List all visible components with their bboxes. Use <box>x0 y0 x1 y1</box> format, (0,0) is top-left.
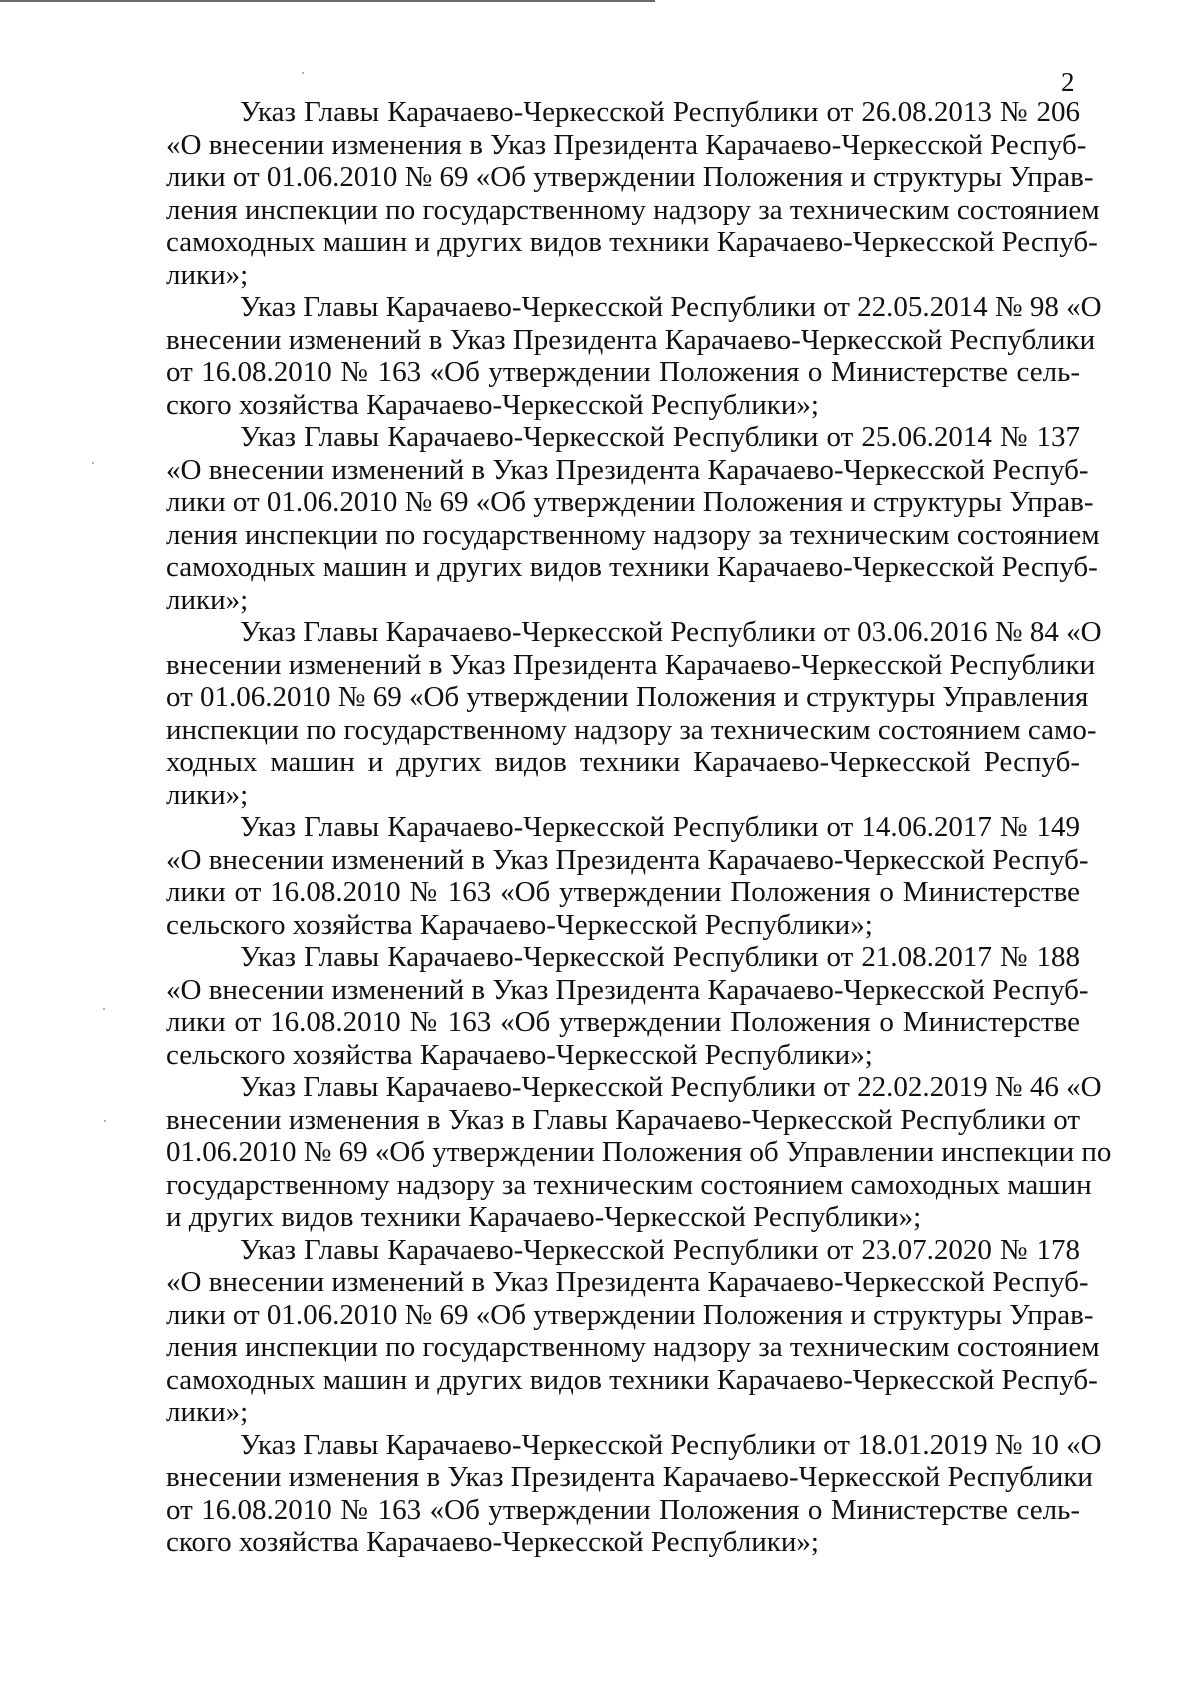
decree-entry-line: сельского хозяйства Карачаево-Черкесской Республики»; <box>166 1038 873 1071</box>
scan-top-edge-line <box>0 0 655 2</box>
decree-entry-line: Указ Главы Карачаево-Черкесской Республики от 03.06.2016 № 84 «О <box>240 616 1102 648</box>
decree-entry <box>166 1071 1112 1234</box>
decree-entry-line: государственному надзору за техническим состоянием самоходных машин <box>166 1168 1092 1201</box>
decree-entry-line: ского хозяйства Карачаево-Черкесской Республики»; <box>166 388 819 421</box>
decree-entry-line: самоходных машин и других видов техники Карачаево-Черкесской Респуб- <box>166 551 1098 583</box>
decree-entry-line: от 16.08.2010 № 163 «Об утверждении Положения о Министерстве сель- <box>166 1493 1080 1526</box>
decree-entry <box>166 421 1100 616</box>
decree-entry <box>166 96 1100 291</box>
decree-entry <box>166 941 1089 1071</box>
decree-entry-line: Указ Главы Карачаево-Черкесской Республики от 26.08.2013 № 206 <box>240 96 1080 128</box>
decree-entry-line: ления инспекции по государственному надзору за техническим состоянием <box>166 1331 1100 1363</box>
decree-entry-line: Указ Главы Карачаево-Черкесской Республики от 14.06.2017 № 149 <box>240 811 1080 843</box>
decree-entry-line: самоходных машин и других видов техники Карачаево-Черкесской Респуб- <box>166 226 1098 258</box>
scan-speck <box>92 462 94 464</box>
scan-speck <box>103 1008 105 1010</box>
decree-entry-line: внесении изменений в Указ Президента Карачаево-Черкесской Республики <box>166 323 1096 356</box>
decree-entry-line: «О внесении изменений в Указ Президента Карачаево-Черкесской Респуб- <box>166 1266 1089 1298</box>
decree-entry-line: и других видов техники Карачаево-Черкесской Республики»; <box>166 1201 922 1233</box>
decree-entry-line: инспекции по государственному надзору за техническим состоянием само- <box>166 713 1097 746</box>
decree-entry-line: лики от 01.06.2010 № 69 «Об утверждении Положения и структуры Управ- <box>166 161 1094 193</box>
decree-entry-line: от 01.06.2010 № 69 «Об утверждении Положения и структуры Управления <box>166 681 1089 713</box>
decree-entry-line: Указ Главы Карачаево-Черкесской Республики от 21.08.2017 № 188 <box>240 941 1080 973</box>
decree-entry <box>166 616 1102 811</box>
page-number: 2 <box>1061 67 1075 97</box>
decree-entry-line: лики от 16.08.2010 № 163 «Об утверждении Положения о Министерстве <box>166 1006 1080 1038</box>
decree-entry-line: ского хозяйства Карачаево-Черкесской Республики»; <box>166 1526 819 1558</box>
decree-entry-line: Указ Главы Карачаево-Черкесской Республики от 23.07.2020 № 178 <box>240 1233 1080 1266</box>
decree-entry-line: «О внесении изменений в Указ Президента Карачаево-Черкесской Респуб- <box>166 453 1089 486</box>
scan-speck <box>104 1120 106 1122</box>
decree-entry-line: внесении изменения в Указ в Главы Карачаево-Черкесской Республики от <box>166 1103 1080 1136</box>
decree-entry-line: «О внесении изменений в Указ Президента Карачаево-Черкесской Респуб- <box>166 843 1089 876</box>
decree-entry-line: лики от 16.08.2010 № 163 «Об утверждении Положения о Министерстве <box>166 876 1080 908</box>
decree-entry-line: «О внесении изменения в Указ Президента Карачаево-Черкесской Респуб- <box>166 128 1087 161</box>
document-body <box>166 96 1112 1559</box>
decree-entry-line: внесении изменения в Указ Президента Карачаево-Черкесской Республики <box>166 1461 1093 1493</box>
decree-entry-line: лики»; <box>166 1396 249 1428</box>
decree-entry-line: ления инспекции по государственному надзору за техническим состоянием <box>166 518 1100 551</box>
decree-entry <box>166 811 1089 941</box>
scan-speck <box>302 72 304 74</box>
decree-entry-line: сельского хозяйства Карачаево-Черкесской Республики»; <box>166 908 873 941</box>
decree-entry-line: 01.06.2010 № 69 «Об утверждении Положения об Управлении инспекции по <box>166 1136 1112 1168</box>
decree-entry-line: ления инспекции по государственному надзору за техническим состоянием <box>166 193 1100 226</box>
decree-entry-line: от 16.08.2010 № 163 «Об утверждении Положения о Министерстве сель- <box>166 356 1080 388</box>
decree-entry-line: внесении изменений в Указ Президента Карачаево-Черкесской Республики <box>166 648 1096 681</box>
decree-entry-line: Указ Главы Карачаево-Черкесской Республики от 22.02.2019 № 46 «О <box>240 1071 1102 1103</box>
decree-entry <box>166 291 1102 421</box>
decree-entry-line: самоходных машин и других видов техники Карачаево-Черкесской Респуб- <box>166 1363 1098 1396</box>
decree-entry-line: лики от 01.06.2010 № 69 «Об утверждении Положения и структуры Управ- <box>166 486 1094 518</box>
decree-entry-line: ходных машин и других видов техники Карачаево-Черкесской Респуб- <box>166 746 1080 778</box>
decree-entry-line: Указ Главы Карачаево-Черкесской Республики от 25.06.2014 № 137 <box>240 421 1080 453</box>
decree-entry-line: Указ Главы Карачаево-Черкесской Республики от 22.05.2014 № 98 «О <box>240 291 1102 323</box>
decree-entry-line: «О внесении изменений в Указ Президента Карачаево-Черкесской Респуб- <box>166 973 1089 1006</box>
decree-entry-line: Указ Главы Карачаево-Черкесской Республики от 18.01.2019 № 10 «О <box>240 1428 1102 1461</box>
decree-entry-line: лики»; <box>166 258 249 291</box>
decree-entry-line: лики от 01.06.2010 № 69 «Об утверждении Положения и структуры Управ- <box>166 1298 1094 1331</box>
decree-entry-line: лики»; <box>166 583 249 616</box>
decree-entry <box>166 1233 1100 1429</box>
decree-entry-line: лики»; <box>166 778 249 811</box>
decree-entry <box>166 1428 1102 1559</box>
